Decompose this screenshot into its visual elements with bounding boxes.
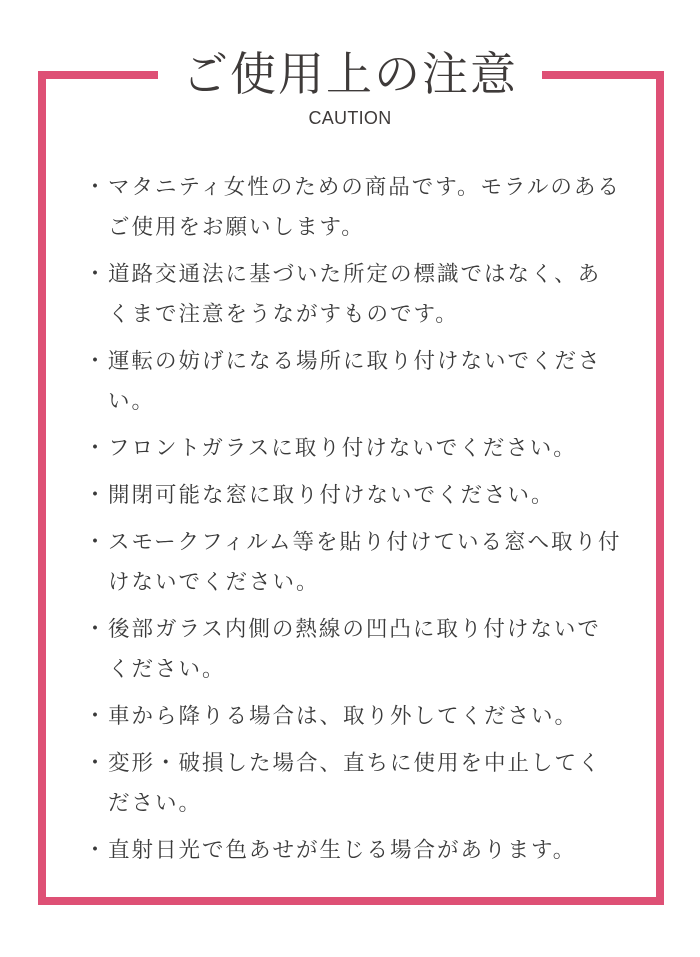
caution-text: 道路交通法に基づいた所定の標識ではなく、あくまで注意をうながすものです。 (108, 262, 602, 327)
bullet-mark: ・ (84, 704, 108, 729)
caution-item (84, 610, 624, 690)
caution-item (84, 255, 624, 335)
caution-item (84, 429, 624, 469)
caution-item (84, 342, 624, 422)
bullet-mark: ・ (84, 530, 108, 555)
title-box (158, 32, 542, 110)
caution-text: 運転の妨げになる場所に取り付けないでください。 (108, 349, 602, 414)
caution-text: スモークフィルム等を貼り付けている窓へ取り付けないでください。 (108, 530, 622, 595)
caution-item (84, 168, 624, 248)
caution-text: 変形・破損した場合、直ちに使用を中止してください。 (108, 751, 602, 816)
page-subtitle: CAUTION (308, 108, 392, 128)
caution-item (84, 831, 624, 871)
caution-text: 開閉可能な窓に取り付けないでください。 (108, 483, 555, 508)
bullet-mark: ・ (84, 838, 108, 863)
bullet-mark: ・ (84, 262, 108, 287)
bullet-mark: ・ (84, 751, 108, 776)
caution-text: 後部ガラス内側の熱線の凹凸に取り付けないでください。 (108, 617, 601, 682)
caution-item (84, 744, 624, 824)
caution-item (84, 523, 624, 603)
caution-text: マタニティ女性のための商品です。モラルのあるご使用をお願いします。 (108, 175, 621, 240)
bullet-mark: ・ (84, 483, 108, 508)
page-title: ご使用上の注意 (182, 47, 518, 101)
caution-text: 車から降りる場合は、取り外してください。 (108, 704, 579, 729)
caution-text: 直射日光で色あせが生じる場合があります。 (108, 838, 577, 863)
caution-item (84, 697, 624, 737)
bullet-mark: ・ (84, 175, 108, 200)
caution-list (84, 168, 624, 878)
caution-text: フロントガラスに取り付けないでください。 (108, 436, 577, 461)
bullet-mark: ・ (84, 617, 108, 642)
bullet-mark: ・ (84, 436, 108, 461)
bullet-mark: ・ (84, 349, 108, 374)
caution-item (84, 476, 624, 516)
